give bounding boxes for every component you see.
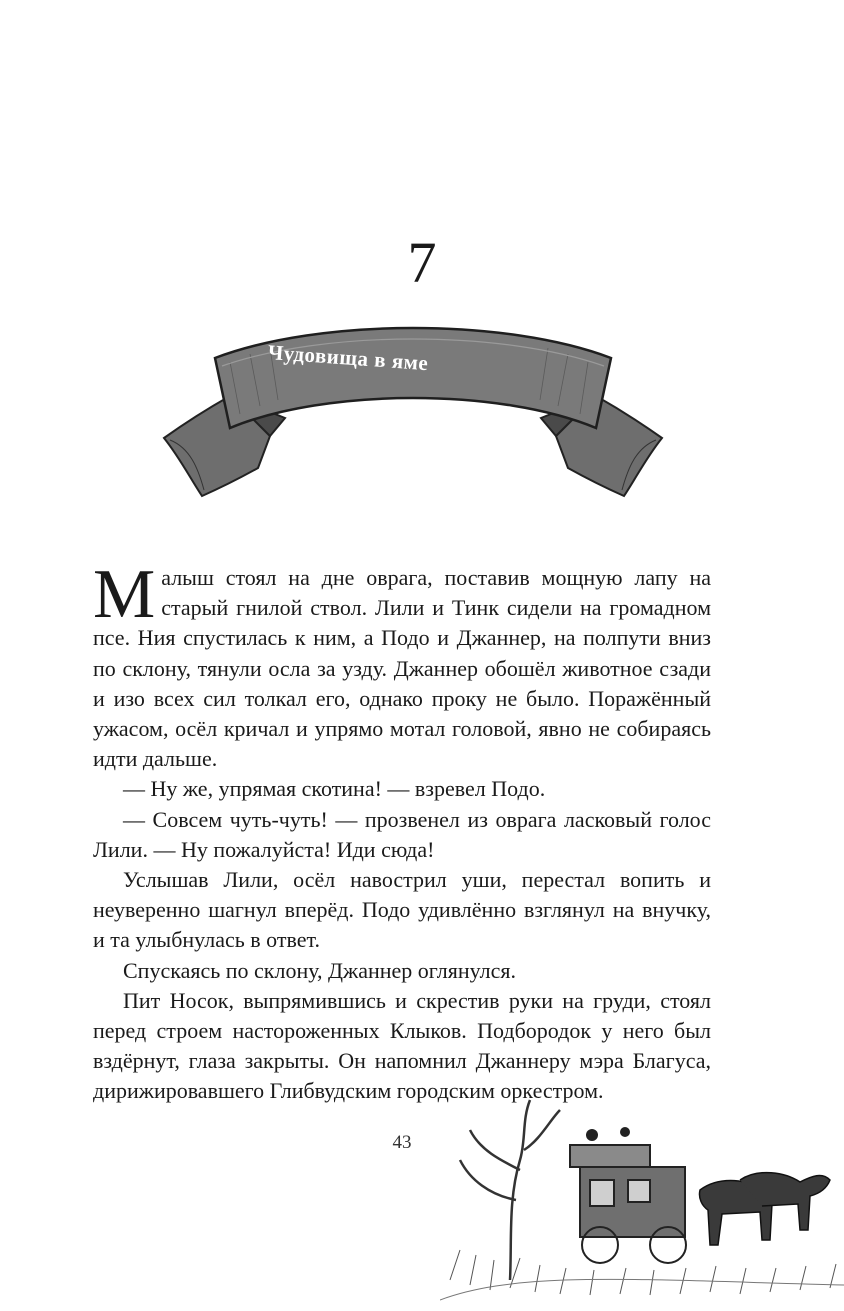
drop-cap: М xyxy=(93,556,156,633)
paragraph: Пит Носок, выпрямившись и скрестив руки на груди, стоял перед строем настороженных Клыков. Подбородок у него был вздёрнут, глаза закрыты. Он напомнил Джаннеру мэра Благуса, дирижировавшего Глибвудским городским оркестром. xyxy=(93,987,711,1104)
paragraph: — Ну же, упрямая скотина! — взревел Подо. xyxy=(123,776,546,802)
paragraph-text: алыш стоял на дне оврага, поставив мощную лапу на старый гнилой ствол. Лили и Тинк сидели на громадном псе. Ния спустилась к ним, а Подо и Джаннер, на полпути вниз по склону, тянули осла за узду. Джаннер обошёл животное сзади и изо всех сил толкал его, однако проку не было. Поражённый ужасом, осёл кричал и упрямо мотал головой, явно не собираясь идти дальше. xyxy=(93,565,711,772)
paragraph xyxy=(93,556,711,774)
ribbon-banner-icon xyxy=(160,318,666,508)
body-text xyxy=(93,556,711,1107)
chapter-number: 7 xyxy=(407,230,437,295)
paragraph: Спускаясь по склону, Джаннер оглянулся. xyxy=(123,957,516,983)
page-number: 43 xyxy=(392,1132,412,1153)
chapter-title: Чудовища в яме xyxy=(267,340,430,376)
paragraph: — Совсем чуть-чуть! — прозвенел из оврага ласковый голос Лили. — Ну пожалуйста! Иди сюда! xyxy=(93,806,711,862)
paragraph: Услышав Лили, осёл навострил уши, перестал вопить и неуверенно шагнул вперёд. Подо удивлённо взглянул на внучку, и та улыбнулась в ответ. xyxy=(93,867,711,953)
wagon-horses-illustration xyxy=(440,1080,844,1311)
